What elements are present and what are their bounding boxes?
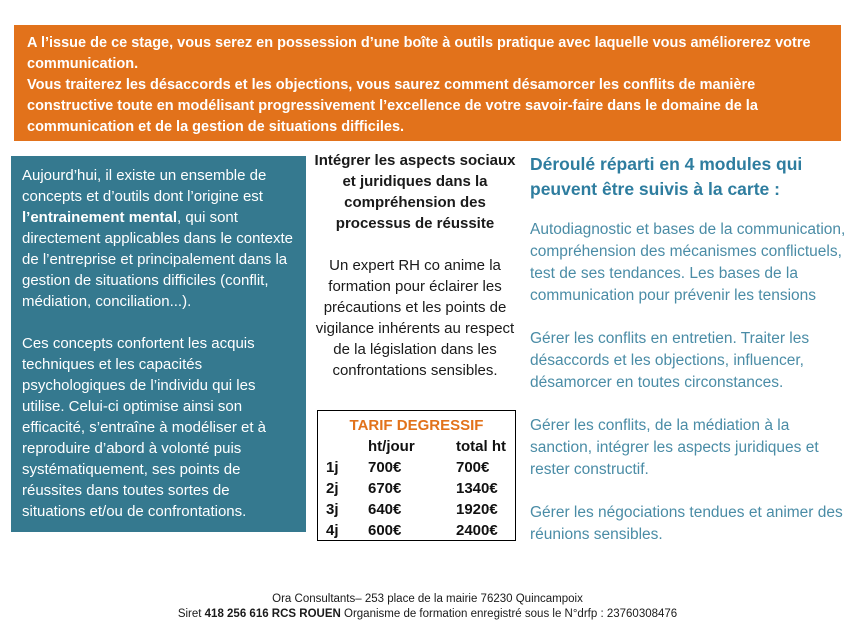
expert-note: Un expert RH co anime la formation pour éclairer les précautions et les points de vigilance inhérents au respect de la législation dans les confrontations sensibles. (315, 257, 515, 379)
concepts-p1-bold-phrase: l’entrainement mental (22, 209, 178, 226)
pricing-total: 1340€ (456, 480, 498, 497)
module-item-1: Autodiagnostic et bases de la communication, compréhension des mécanismes conflictuels, test de ses tendances. Les bases de la communication pour prévenir les tensions (530, 221, 846, 304)
pricing-per-day: 670€ (368, 480, 402, 497)
module-item-4: Gérer les négociations tendues et animer des réunions sensibles. (530, 504, 843, 543)
pricing-row-4 (326, 520, 514, 541)
pricing-table (317, 410, 516, 541)
concepts-paragraph-1 (22, 165, 295, 312)
pricing-per-day: 700€ (368, 459, 402, 476)
legal-aspects-heading: Intégrer les aspects sociaux et juridiques dans la compréhension des processus de réussite (314, 152, 516, 232)
footer (0, 592, 855, 622)
pricing-row-1 (326, 457, 514, 478)
footer-address-line: Ora Consultants– 253 place de la mairie 76230 Quincampoix (272, 593, 583, 605)
modules-heading: Déroulé réparti en 4 modules qui peuvent être suivis à la carte : (530, 154, 803, 199)
intro-banner (14, 25, 841, 141)
pricing-total: 1920€ (456, 501, 498, 518)
pricing-table-grid (326, 436, 514, 541)
modules-panel (530, 152, 846, 567)
concepts-p1-before: Aujourd’hui, il existe un ensemble de concepts et d’outils dont l’origine est (22, 167, 267, 205)
pricing-row-2 (326, 478, 514, 499)
pricing-days: 1j (326, 459, 339, 476)
pricing-header-total: total ht (456, 438, 506, 455)
banner-paragraph-1: A l’issue de ce stage, vous serez en possession d’une boîte à outils pratique avec laquelle vous améliorerez votre communication. (27, 35, 811, 72)
footer-legal-line (0, 607, 855, 622)
pricing-total: 2400€ (456, 522, 498, 539)
module-item-3: Gérer les conflits, de la médiation à la sanction, intégrer les aspects juridiques et rester constructif. (530, 417, 819, 478)
concepts-panel (11, 156, 306, 532)
pricing-per-day: 600€ (368, 522, 402, 539)
pricing-days: 2j (326, 480, 339, 497)
pricing-header-per-day: ht/jour (368, 438, 415, 455)
pricing-total: 700€ (456, 459, 490, 476)
pricing-per-day: 640€ (368, 501, 402, 518)
pricing-header-row (326, 436, 514, 457)
footer-registration: Organisme de formation enregistré sous le N°drfp : 23760308476 (340, 608, 678, 620)
module-item-2: Gérer les conflits en entretien. Traiter les désaccords et les objections, influencer, désamorcer en toutes circonstances. (530, 330, 810, 391)
pricing-row-3 (326, 499, 514, 520)
pricing-days: 4j (326, 522, 339, 539)
concepts-p1-after: , qui sont directement applicables dans le contexte de l’entreprise et principalement dans la gestion de situations difficiles (conflit, médiation, conciliation...). (22, 209, 293, 310)
legal-aspects-panel (312, 150, 518, 381)
banner-paragraph-2: Vous traiterez les désaccords et les objections, vous saurez comment désamorcer les conflits de manière constructive toute en modélisant progressivement l’excellence de votre savoir-faire dans le domaine de la communication et de la gestion de situations difficiles. (27, 77, 758, 135)
footer-siret-label: Siret (177, 608, 205, 620)
concepts-paragraph-2: Ces concepts confortent les acquis techniques et les capacités psychologiques de l’individu qui les utilise. Celui-ci optimise ainsi son efficacité, s’entraîne à modéliser et à reproduire d’abord à volonté puis systématiquement, ses points de réussites dans toutes sortes de situations et/ou de confrontations. (22, 335, 267, 520)
pricing-days: 3j (326, 501, 339, 518)
pricing-header-empty (326, 436, 368, 457)
footer-siret-number: 418 256 616 RCS ROUEN (204, 608, 341, 620)
pricing-table-title: TARIF DEGRESSIF (349, 417, 484, 434)
